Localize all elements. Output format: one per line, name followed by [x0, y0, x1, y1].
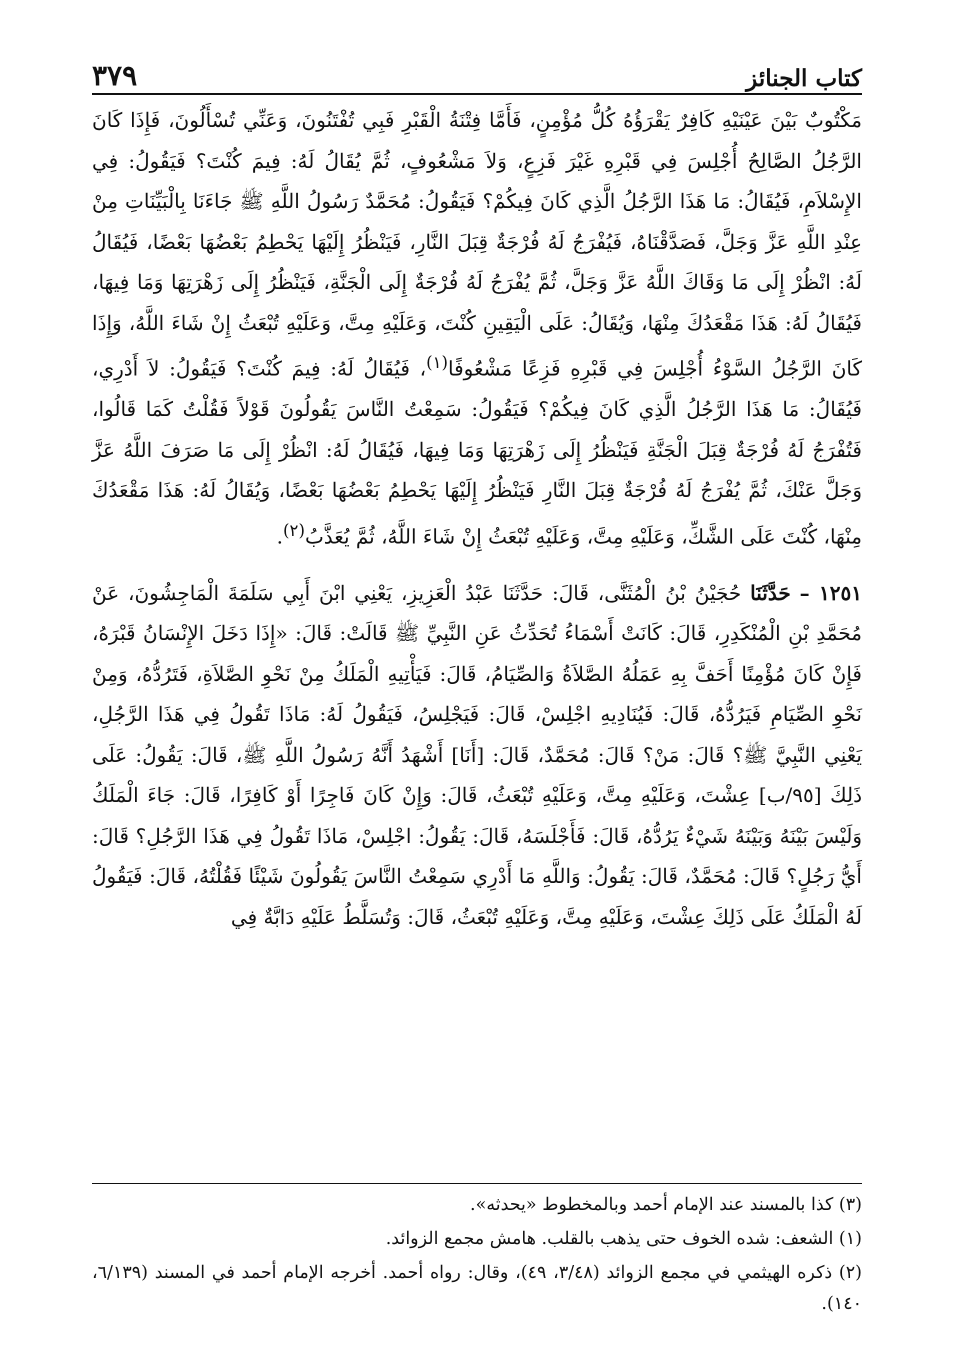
footnote: (١) الشعف: شده الخوف حتى يذهب بالقلب. هامش مجمع الزوائد.	[385, 1229, 862, 1249]
footnote-ref: (٢)	[283, 520, 305, 540]
header-rule	[92, 93, 862, 95]
footnote-rule	[92, 1183, 862, 1184]
footnotes	[92, 1190, 862, 1323]
footnote: (٢) ذكره الهيثمي في مجمع الزوائد (٣/٤٨، ٤٩)، وقال: رواه أحمد. أخرجه الإمام أحمد في المسند (٦/١٣٩، ١٤٠).	[92, 1263, 862, 1314]
paragraph-continuation	[92, 100, 862, 557]
running-title: كتاب الجنائز	[746, 65, 862, 92]
hadith-paragraph	[92, 573, 862, 938]
paragraph-text: مَكْتُوبٌ بَيْنَ عَيْنَيْهِ كَافِرٌ يَقْرَؤُهُ كُلُّ مُؤْمِنٍ، فَأَمَّا فِتْنَةُ الْقَبْرِ فَبِي تُفْتَنُونَ، وَعَنِّي تُسْأَلُونَ، فَإِذَا كَانَ الرَّجُلُ الصَّالِحُ أُجْلِسَ فِي قَبْرِهِ غَيْرَ فَزِعٍ، وَلاَ مَشْعُوفٍ، ثُمَّ يُقَالُ لَهُ: فِيمَ كُنْتَ؟ فَيَقُولُ: فِي الإِسْلاَمِ، فَيُقَالُ: مَا هَذَا الرَّجُلُ الَّذِي كَانَ فِيكُمْ؟ فَيَقُولُ: مُحَمَّدٌ رَسُولُ اللَّهِ ﷺ جَاءَنَا بِالْبَيِّنَاتِ مِنْ عِنْدِ اللَّهِ عَزَّ وَجَلَّ، فَصَدَّقْنَاهُ، فَيُفْرَجُ لَهُ فُرْجَةٌ قِبَلَ النَّارِ، فَيَنْظُرُ إِلَيْهَا يَحْطِمُ بَعْضُهَا بَعْضًا، فَيُقَالُ لَهُ: انْظُرْ إِلَى مَا وَقَاكَ اللَّهُ عَزَّ وَجَلَّ، ثُمَّ يُفْرَجُ لَهُ فُرْجَةٌ إِلَى الْجَنَّةِ، فَيَنْظُرُ إِلَى زَهْرَتِهَا وَمَا فِيهَا، فَيُقَالُ لَهُ: هَذَا مَقْعَدُكَ مِنْهَا، وَيُقَالُ: عَلَى الْيَقِينِ كُنْتَ، وَعَلَيْهِ مِتَّ، وَعَلَيْهِ تُبْعَثُ إِنْ شَاءَ اللَّهُ، وَإِذَا كَانَ الرَّجُلُ السَّوْءُ أُجْلِسَ فِي قَبْرِهِ فَزِعًا مَشْعُوفًا	[92, 108, 862, 381]
main-text	[92, 100, 862, 937]
footnote: (٣) كذا بالمسند عند الإمام أحمد وبالمخطوط «يحدثه».	[470, 1195, 862, 1215]
paragraph-end: .	[276, 524, 284, 549]
hadith-lead-word: حَدَّثَنَا	[750, 580, 791, 605]
hadith-number: ١٢٥١ –	[799, 580, 863, 605]
paragraph-text: ، فَيُقَالُ لَهُ: فِيمَ كُنْتَ؟ فَيَقُولُ: لاَ أَدْرِي، فَيُقَالُ: مَا هَذَا الرَّجُلُ الَّذِي كَانَ فِيكُمْ؟ فَيَقُولُ: سَمِعْتُ النَّاسَ يَقُولُونَ قَوْلاً فَقُلْتُ كَمَا قَالُوا، فَتُفْرَجُ لَهُ فُرْجَةٌ قِبَلَ الْجَنَّةِ فَيَنْظُرُ إِلَى زَهْرَتِهَا وَمَا فِيهَا، فَيُقَالُ لَهُ: انْظُرْ إِلَى مَا صَرَفَ اللَّهُ عَزَّ وَجَلَّ عَنْكَ، ثُمَّ يُفْرَجُ لَهُ فُرْجَةٌ قِبَلَ النَّارِ فَيَنْظُرُ إِلَيْهَا يَحْطِمُ بَعْضُهَا بَعْضًا، وَيُقَالُ لَهُ: هَذَا مَقْعَدُكَ مِنْهَا، كُنْتَ عَلَى الشَّكِّ، وَعَلَيْهِ مِتَّ، وَعَلَيْهِ تُبْعَثُ إِنْ شَاءَ اللَّهُ، ثُمَّ يُعَذَّبُ	[92, 356, 862, 549]
footnote-ref: (١)	[426, 353, 449, 372]
page-header	[92, 52, 862, 92]
page-number: ٣٧٩	[92, 59, 138, 92]
paragraph-text: حُجَيْنُ بْنُ الْمُثَنَّى، قَالَ: حَدَّثَنَا عَبْدُ الْعَزِيزِ، يَعْنِي ابْنَ أَبِي سَلَمَةَ الْمَاجِشُونَ، عَنْ مُحَمَّدِ بْنِ الْمُنْكَدِرِ، قَالَ: كَانَتْ أَسْمَاءُ تُحَدِّثُ عَنِ النَّبِيِّ ﷺ قَالَتْ: قَالَ: «إِذَا دَخَلَ الإِنْسَانُ قَبْرَهُ، فَإِنْ كَانَ مُؤْمِنًا أَحَفَّ بِهِ عَمَلُهُ الصَّلاَةُ وَالصِّيَامُ، قَالَ: فَيَأْتِيهِ الْمَلَكُ مِنْ نَحْوِ الصَّلاَةِ، فَتَرُدُّهُ، وَمِنْ نَحْوِ الصِّيَامِ فَيَرُدُّهُ، قَالَ: فَيُنَادِيهِ اجْلِسْ، قَالَ: فَيَجْلِسُ، فَيَقُولُ لَهُ: مَاذَا تَقُولُ فِي هَذَا الرَّجُلِ، يَعْنِي النَّبِيَّ ﷺ؟ قَالَ: مَنْ؟ قَالَ: مُحَمَّدٌ، قَالَ: [أَنَا] أَشْهَدُ أَنَّهُ رَسُولُ اللَّهِ ﷺ، قَالَ: يَقُولُ: عَلَى ذَلِكَ [٩٥/ب] عِشْتَ، وَعَلَيْهِ مِتَّ، وَعَلَيْهِ تُبْعَثُ، قَالَ: وَإِنْ كَانَ فَاجِرًا أَوْ كَافِرًا، قَالَ: جَاءَ الْمَلَكُ وَلَيْسَ بَيْنَهُ وَبَيْنَهُ شَيْءٌ يَرُدُّهُ، قَالَ: فَأَجْلَسَهُ، قَالَ: يَقُولُ: اجْلِسْ، مَاذَا تَقُولُ فِي هَذَا الرَّجُلِ؟ قَالَ: أَيُّ رَجُلٍ؟ قَالَ: مُحَمَّدٌ، قَالَ: يَقُولُ: وَاللَّهِ مَا أَدْرِي سَمِعْتُ النَّاسَ يَقُولُونَ شَيْئًا فَقُلْتُهُ، قَالَ: فَيَقُولُ لَهُ الْمَلَكُ عَلَى ذَلِكَ عِشْتَ، وَعَلَيْهِ مِتَّ، وَعَلَيْهِ تُبْعَثُ، قَالَ: وَتُسَلَّطُ عَلَيْهِ دَابَّةٌ فِي	[92, 580, 862, 929]
